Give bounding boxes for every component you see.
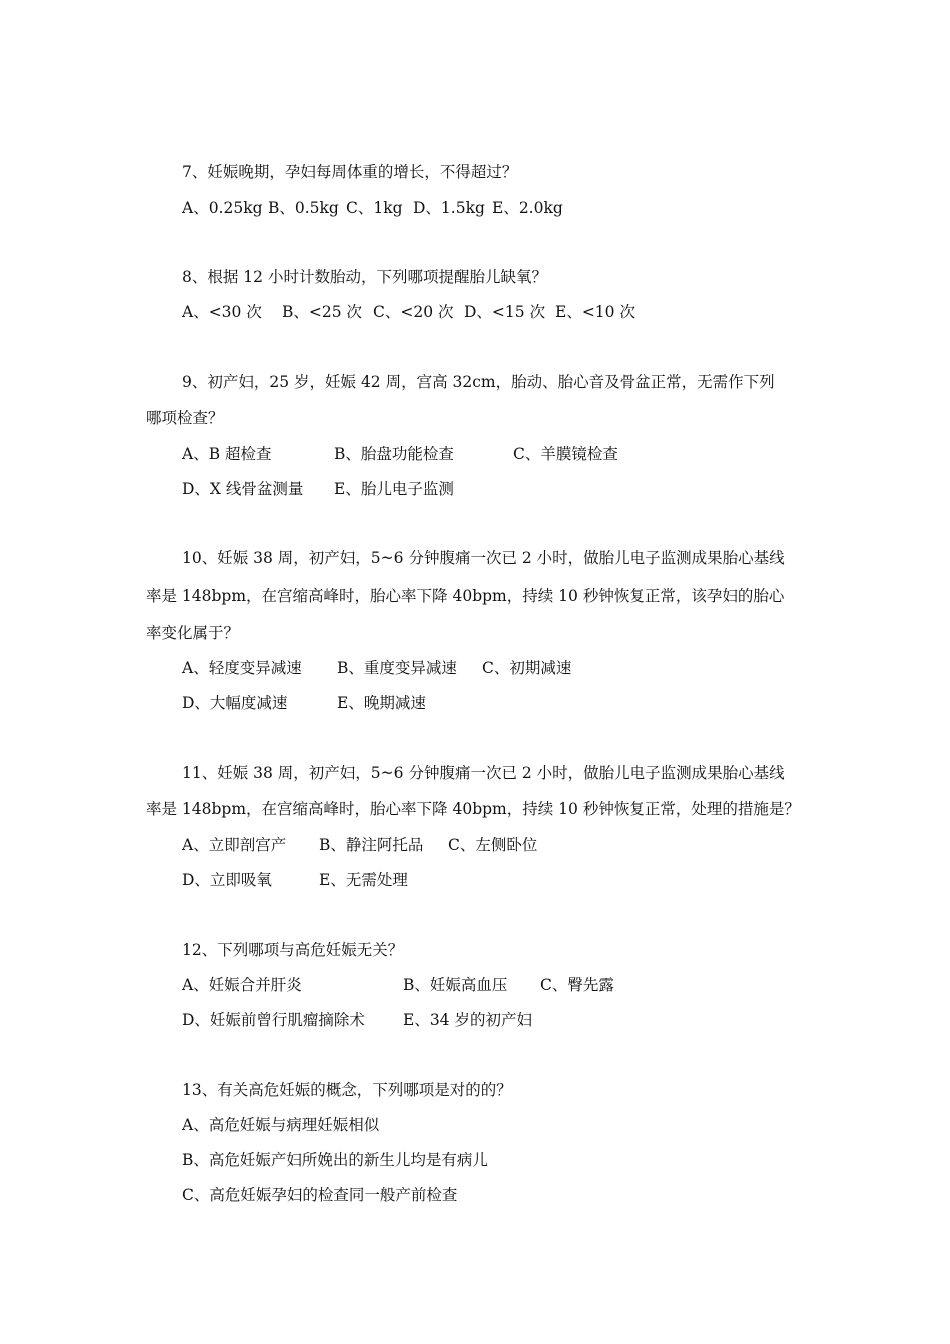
option-d: D、<15 次 [464, 303, 546, 321]
option-e: E、34 岁的初产妇 [403, 1011, 532, 1029]
option-b: B、0.5kg [268, 199, 339, 217]
question-12-stem: 12、下列哪项与高危妊娠无关？ [182, 941, 404, 959]
option-e: E、无需处理 [319, 871, 408, 889]
question-13-stem: 13、有关高危妊娠的概念，下列哪项是对的的？ [182, 1081, 512, 1099]
option-a: A、轻度变异减速 [182, 659, 302, 677]
option-a: A、0.25kg [182, 199, 263, 217]
option-e: E、<10 次 [555, 303, 635, 321]
question-9-stem-line-2: 哪项检查？ [146, 409, 224, 427]
option-e: E、晚期减速 [337, 694, 426, 712]
option-a: A、B 超检查 [182, 445, 272, 463]
option-c: C、1kg [346, 199, 403, 217]
option-c: C、左侧卧位 [448, 836, 538, 854]
option-c: C、臀先露 [540, 976, 614, 994]
option-b: B、静注阿托品 [319, 836, 424, 854]
question-11-stem-line-2: 率是 148bpm，在宫缩高峰时，胎心率下降 40bpm，持续 10 秒钟恢复正常，处理的措施是？ [146, 800, 800, 818]
question-11-stem-line-1: 11、妊娠 38 周，初产妇，5~6 分钟腹痛一次已 2 小时，做胎儿电子监测成果胎心基线 [182, 764, 785, 782]
option-a: A、妊娠合并肝炎 [182, 976, 302, 994]
question-13-option-b: B、高危妊娠产妇所娩出的新生儿均是有病儿 [182, 1151, 488, 1169]
question-7-stem: 7、妊娠晚期，孕妇每周体重的增长，不得超过？ [182, 163, 518, 181]
option-c: C、<20 次 [373, 303, 454, 321]
option-b: B、妊娠高血压 [403, 976, 508, 994]
option-d: D、立即吸氧 [182, 871, 272, 889]
option-a: A、<30 次 [182, 303, 262, 321]
question-13-option-c: C、高危妊娠孕妇的检查同一般产前检查 [182, 1186, 458, 1204]
option-d: D、X 线骨盆测量 [182, 480, 304, 498]
question-13-option-a: A、高危妊娠与病理妊娠相似 [182, 1116, 380, 1134]
option-b: B、胎盘功能检查 [334, 445, 454, 463]
option-e: E、2.0kg [492, 199, 563, 217]
option-d: D、大幅度减速 [182, 694, 288, 712]
option-c: C、初期减速 [482, 659, 572, 677]
question-9-stem-line-1: 9、初产妇，25 岁，妊娠 42 周，宫高 32cm，胎动、胎心音及骨盆正常，无需作下列 [182, 373, 775, 391]
option-d: D、妊娠前曾行肌瘤摘除术 [182, 1011, 365, 1029]
option-b: B、<25 次 [282, 303, 363, 321]
option-a: A、立即剖宫产 [182, 836, 287, 854]
option-b: B、重度变异减速 [337, 659, 457, 677]
option-e: E、胎儿电子监测 [334, 480, 454, 498]
question-10-stem-line-3: 率变化属于？ [146, 624, 240, 642]
question-8-stem: 8、根据 12 小时计数胎动，下列哪项提醒胎儿缺氧？ [182, 268, 547, 286]
option-d: D、1.5kg [413, 199, 485, 217]
question-10-stem-line-2: 率是 148bpm，在宫缩高峰时，胎心率下降 40bpm，持续 10 秒钟恢复正常，该孕妇的胎心 [146, 587, 785, 605]
question-10-stem-line-1: 10、妊娠 38 周，初产妇，5~6 分钟腹痛一次已 2 小时，做胎儿电子监测成果胎心基线 [182, 549, 785, 567]
option-c: C、羊膜镜检查 [513, 445, 618, 463]
